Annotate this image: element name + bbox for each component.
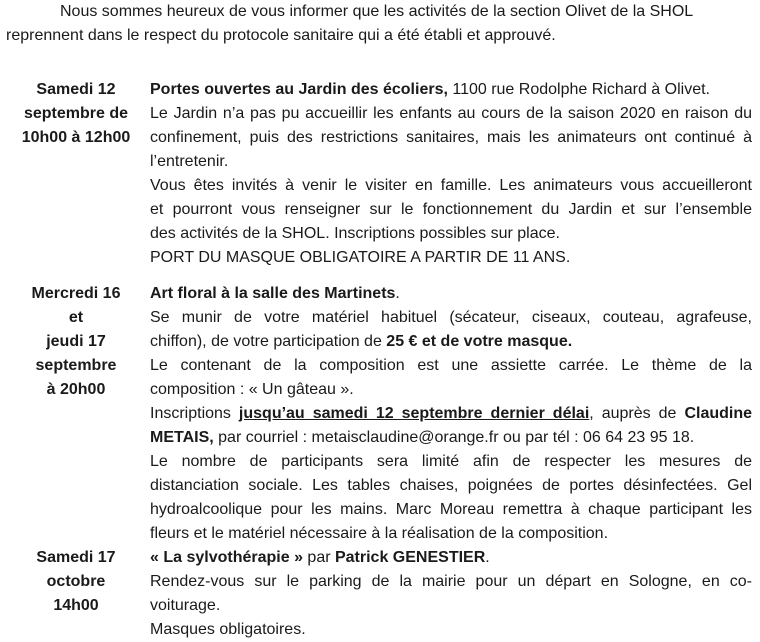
event-date [6,282,146,402]
text-line: voiturage. [150,597,221,614]
date-line: Samedi 12 [36,81,116,98]
date-line: septembre [35,357,117,374]
text-line: fleurs et le matériel nécessaire à la réalisation de la composition. [150,525,609,542]
event-title: « La sylvothérapie » [150,549,303,566]
text-run: . [485,549,490,566]
event-body [150,282,752,546]
event-body [150,546,752,642]
text-line: Le nombre de participants sera limité afin de respecter les mesures de [150,453,752,470]
event-title: Portes ouvertes au Jardin des écoliers, [150,81,448,98]
intro-line-1: Nous sommes heureux de vous informer que les activités de la section Olivet de la SHOL [60,3,694,20]
text-line: Rendez-vous sur le parking de la mairie pour un départ en Sologne, en co- [150,573,752,590]
date-line: à 20h00 [46,381,106,398]
deadline-emphasis: jusqu’au samedi 12 septembre dernier délai [238,405,590,422]
text-line: composition : « Un gâteau ». [150,381,354,398]
text-line: Le contenant de la composition est une assiette carrée. Le thème de la [150,357,752,374]
text-line: des activités de la SHOL. Inscriptions possibles sur place. [150,225,560,242]
text-run: par [302,549,335,566]
event-title-line [150,282,752,306]
text-run: chiffon), de votre participation de [150,333,387,350]
text-line: et pourront vous renseigner sur le fonctionnement du Jardin et sur l’ensemble [150,201,752,218]
event-title-rest: . [395,285,400,302]
contact-name: Claudine [684,405,752,422]
text-line: distanciation sociale. Les tables chaises, poignées de portes désinfectées. Gel [150,477,752,494]
date-line: Samedi 17 [36,549,116,566]
text-run: , auprès de [589,405,685,422]
speaker-name: Patrick GENESTIER [334,549,486,566]
date-line: Mercredi 16 [31,285,121,302]
price-emphasis: 25 € et de votre masque. [386,333,573,350]
date-line: jeudi 17 [46,333,106,350]
event-title-line [150,78,752,102]
contact-surname: METAIS, [150,429,214,446]
text-line: Masques obligatoires. [150,621,306,638]
date-line: octobre [46,573,106,590]
date-line: 14h00 [53,597,99,614]
contact-line [150,426,752,450]
contact-details: par courriel : metaisclaudine@orange.fr ou par tél : 06 64 23 95 18. [213,429,695,446]
text-line: Se munir de votre matériel habituel (sécateur, ciseaux, couteau, agrafeuse, [150,309,752,326]
text-line: confinement, puis des restrictions sanitaires, mais les animateurs ont continué à [150,129,752,146]
date-line: septembre de [23,105,129,122]
text-line: l’entretenir. [150,153,229,170]
text-line: hydroalcoolique pour les mains. Marc Moreau remettra à chaque participant les [150,501,752,518]
text-line [150,330,752,354]
text-line: Vous êtes invités à venir le visiter en famille. Les animateurs vous accueilleront [150,177,752,194]
intro-line-2: reprennent dans le respect du protocole sanitaire qui a été établi et approuvé. [6,27,556,44]
registration-line [150,402,752,426]
event-date [6,546,146,618]
date-line: et [68,309,84,326]
text-line: Le Jardin n’a pas pu accueillir les enfants au cours de la saison 2020 en raison du [150,105,752,122]
event-title: Art floral à la salle des Martinets [150,285,396,302]
intro-paragraph [6,0,754,48]
text-run: Inscriptions [150,405,239,422]
event-title-rest: 1100 rue Rodolphe Richard à Olivet. [447,81,710,98]
event-title-line [150,546,752,570]
date-line: 10h00 à 12h00 [21,129,131,146]
event-body [150,78,752,270]
event-date [6,78,146,150]
mask-notice: PORT DU MASQUE OBLIGATOIRE A PARTIR DE 11 ANS. [150,249,571,266]
